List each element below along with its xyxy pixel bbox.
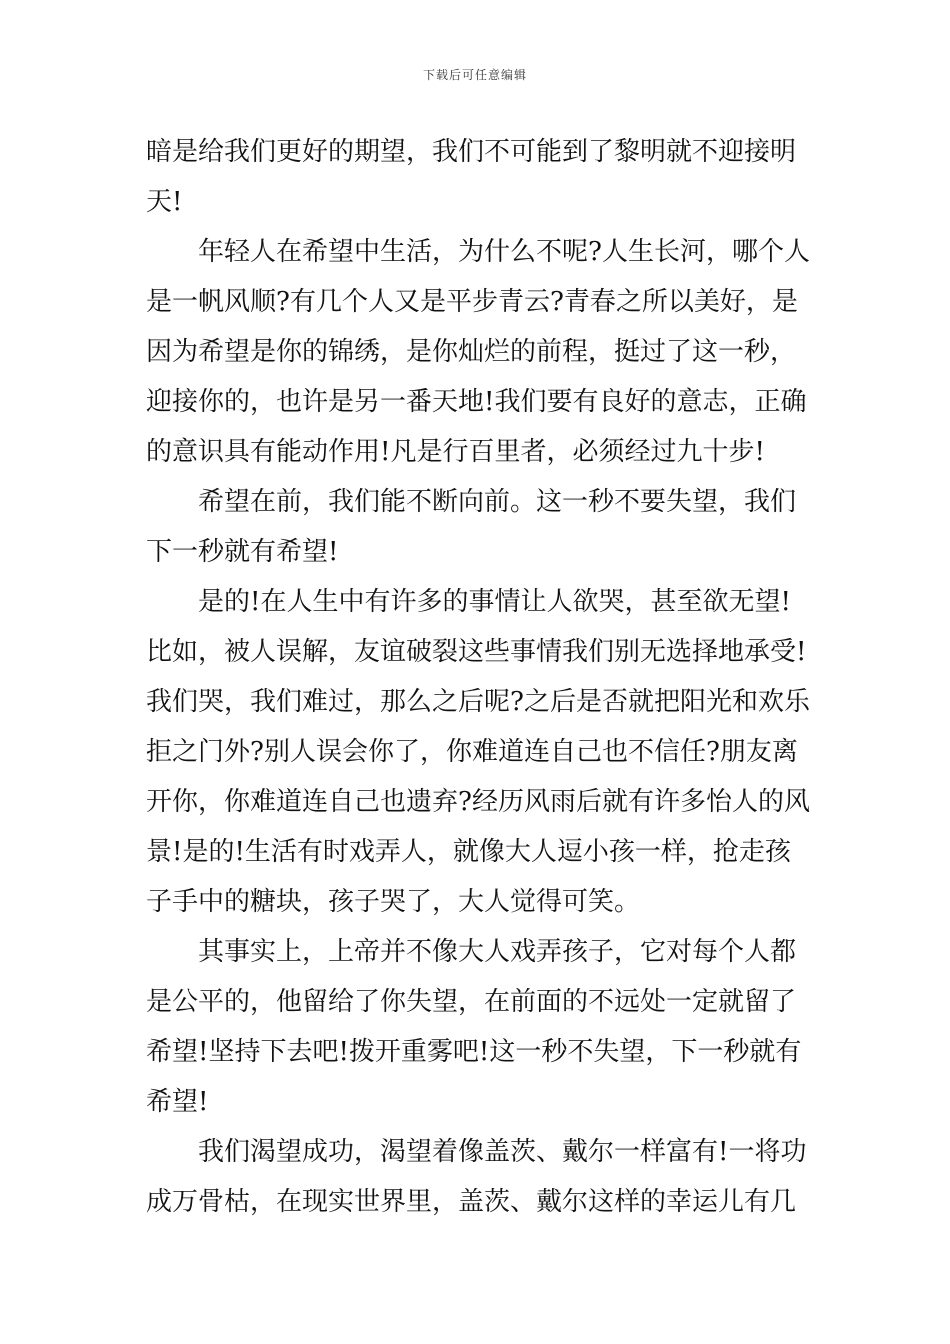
text-line: 开你，你难道连自己也遗弃?经历风雨后就有许多怡人的风	[146, 787, 810, 817]
text-line: 因为希望是你的锦绣，是你灿烂的前程，挺过了这一秒，	[146, 337, 797, 367]
text-line: 暗是给我们更好的期望，我们不可能到了黎明就不迎接明	[146, 137, 797, 167]
document-body	[146, 127, 810, 1227]
text-line: 希望在前，我们能不断向前。这一秒不要失望，我们	[198, 487, 797, 517]
text-line: 我们渴望成功，渴望着像盖茨、戴尔一样富有!一将功	[198, 1137, 807, 1167]
text-line: 成万骨枯，在现实世界里，盖茨、戴尔这样的幸运儿有几	[146, 1187, 797, 1217]
text-line: 子手中的糖块，孩子哭了，大人觉得可笑。	[146, 887, 641, 917]
text-line: 迎接你的，也许是另一番天地!我们要有良好的意志，正确	[146, 387, 807, 417]
text-line: 比如，被人误解，友谊破裂这些事情我们别无选择地承受!	[146, 637, 807, 667]
text-line: 景!是的!生活有时戏弄人，就像大人逗小孩一样，抢走孩	[146, 837, 791, 867]
page-header: 下载后可任意编辑	[422, 68, 527, 82]
text-line: 拒之门外?别人误会你了，你难道连自己也不信任?朋友离	[146, 737, 798, 767]
text-line: 是一帆风顺?有几个人又是平步青云?青春之所以美好，是	[146, 287, 798, 317]
text-line: 是公平的，他留给了你失望，在前面的不远处一定就留了	[146, 987, 797, 1017]
text-line: 下一秒就有希望!	[146, 537, 339, 567]
text-line: 的意识具有能动作用!凡是行百里者，必须经过九十步!	[146, 437, 765, 467]
text-line: 天!	[146, 187, 183, 217]
text-line: 是的!在人生中有许多的事情让人欲哭，甚至欲无望!	[198, 587, 791, 617]
text-line: 其事实上，上帝并不像大人戏弄孩子，它对每个人都	[198, 937, 797, 967]
text-line: 我们哭，我们难过，那么之后呢?之后是否就把阳光和欢乐	[146, 687, 810, 717]
text-line: 希望!	[146, 1087, 209, 1117]
text-line: 希望!坚持下去吧!拨开重雾吧!这一秒不失望，下一秒就有	[146, 1037, 802, 1067]
text-line: 年轻人在希望中生活，为什么不呢?人生长河，哪个人	[198, 237, 810, 267]
